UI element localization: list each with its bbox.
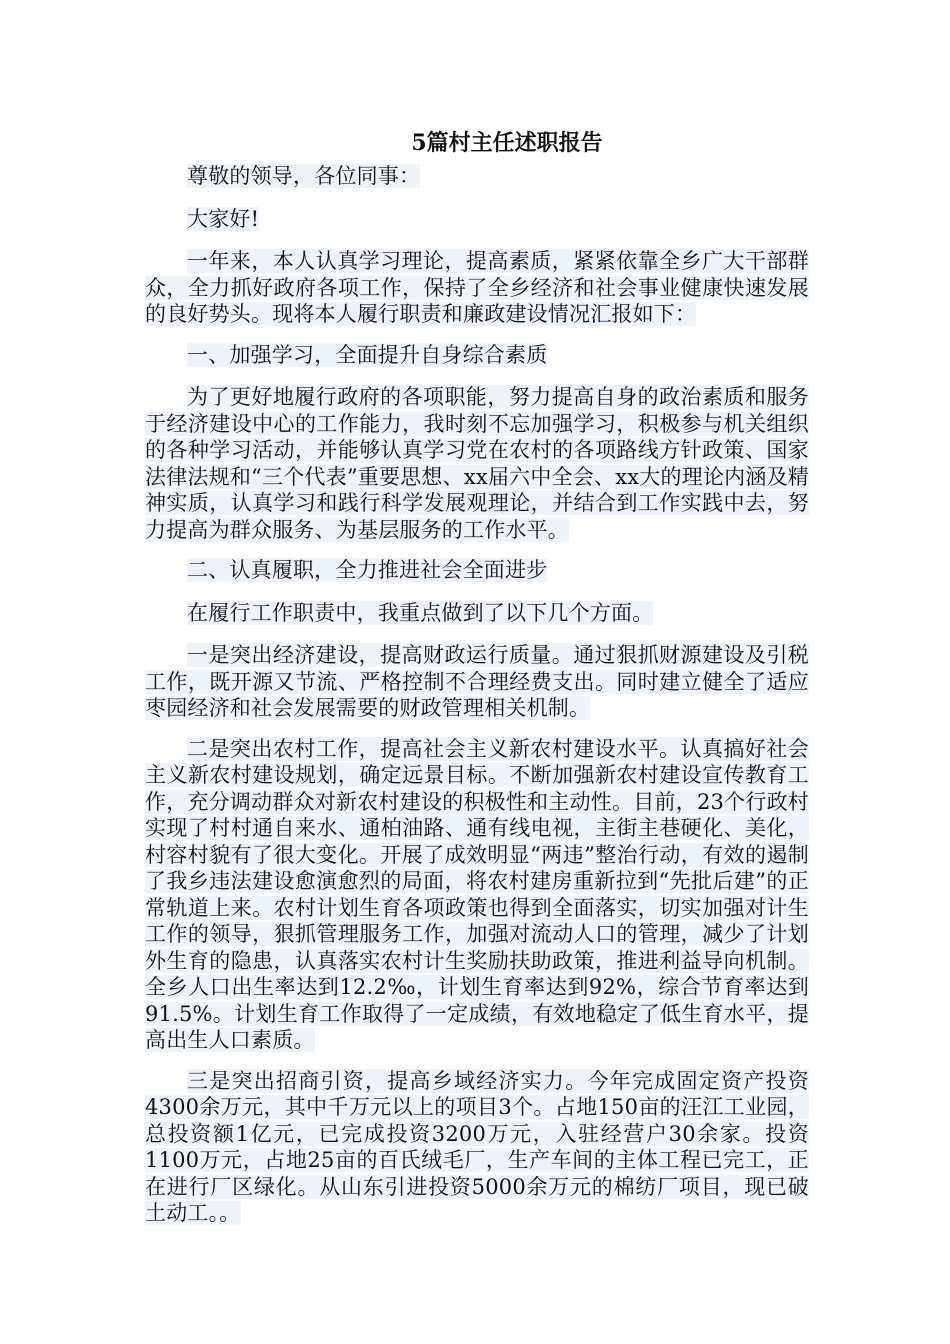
section-heading-1 bbox=[145, 342, 809, 369]
document-title: 5篇村主任述职报告 bbox=[411, 130, 603, 156]
salutation-text: 尊敬的领导，各位同事： bbox=[187, 164, 421, 188]
intro-paragraph bbox=[145, 248, 809, 328]
study-paragraph bbox=[145, 384, 809, 543]
duties-intro-paragraph-text: 在履行工作职责中，我重点做到了以下几个方面。 bbox=[187, 600, 654, 625]
section-heading-1-text: 一、加强学习，全面提升自身综合素质 bbox=[187, 342, 548, 367]
rural-work-paragraph bbox=[145, 736, 809, 1054]
study-paragraph-text: 为了更好地履行政府的各项职能，努力提高自身的政治素质和服务于经济建设中心的工作能力，我时刻不忘加强学习，积极参与机关组织的各种学习活动，并能够认真学习党在农村的各项路线方针政策、国家法律法规和“三个代表”重要思想、xx届六中全会、xx大的理论内涵及精神实质，认真学习和践行科学发展观理论，并结合到工作实践中去，努力提高为群众服务、为基层服务的工作水平。 bbox=[145, 385, 809, 542]
section-heading-2 bbox=[145, 557, 809, 584]
document-page bbox=[145, 127, 809, 1241]
greeting bbox=[145, 206, 809, 233]
duties-intro-paragraph bbox=[145, 600, 809, 627]
investment-paragraph bbox=[145, 1068, 809, 1227]
section-heading-2-text: 二、认真履职，全力推进社会全面进步 bbox=[187, 558, 548, 582]
intro-paragraph-text: 一年来，本人认真学习理论，提高素质，紧紧依靠全乡广大干部群众，全力抓好政府各项工作，保持了全乡经济和社会事业健康快速发展的良好势头。现将本人履行职责和廉政建设情况汇报如下： bbox=[145, 249, 809, 326]
economy-paragraph bbox=[145, 642, 809, 722]
salutation bbox=[145, 163, 809, 190]
rural-work-paragraph-text: 二是突出农村工作，提高社会主义新农村建设水平。认真搞好社会主义新农村建设规划，确定远景目标。不断加强新农村建设宣传教育工作，充分调动群众对新农村建设的积极性和主动性。目前，23个行政村实现了村村通自来水、通柏油路、通有线电视，主街主巷硬化、美化，村容村貌有了很大变化。开展了成效明显“两违”整治行动，有效的遏制了我乡违法建设愈演愈烈的局面，将农村建房重新拉到“先批后建”的正常轨道上来。农村计划生育各项政策也得到全面落实，切实加强对计生工作的领导，狠抓管理服务工作，加强对流动人口的管理，减少了计划外生育的隐患，认真落实农村计生奖励扶助政策，推进利益导向机制。全乡人口出生率达到12.2‰，计划生育率达到92%，综合节育率达到91.5%。计划生育工作取得了一定成绩，有效地稳定了低生育水平，提高出生人口素质。 bbox=[145, 736, 809, 1052]
economy-paragraph-text: 一是突出经济建设，提高财政运行质量。通过狠抓财源建设及引税工作，既开源又节流、严格控制不合理经费支出。同时建立健全了适应枣园经济和社会发展需要的财政管理相关机制。 bbox=[145, 643, 809, 720]
investment-paragraph-text: 三是突出招商引资，提高乡域经济实力。今年完成固定资产投资4300余万元，其中千万元以上的项目3个。占地150亩的汪江工业园，总投资额1亿元，已完成投资3200万元，入驻经营户30余家。投资1100万元，占地25亩的百氏绒毛厂，生产车间的主体工程已完工，正在进行厂区绿化。从山东引进投资5000余万元的棉纺厂项目，现已破土动工。。 bbox=[145, 1068, 809, 1225]
greeting-text: 大家好! bbox=[187, 206, 260, 231]
